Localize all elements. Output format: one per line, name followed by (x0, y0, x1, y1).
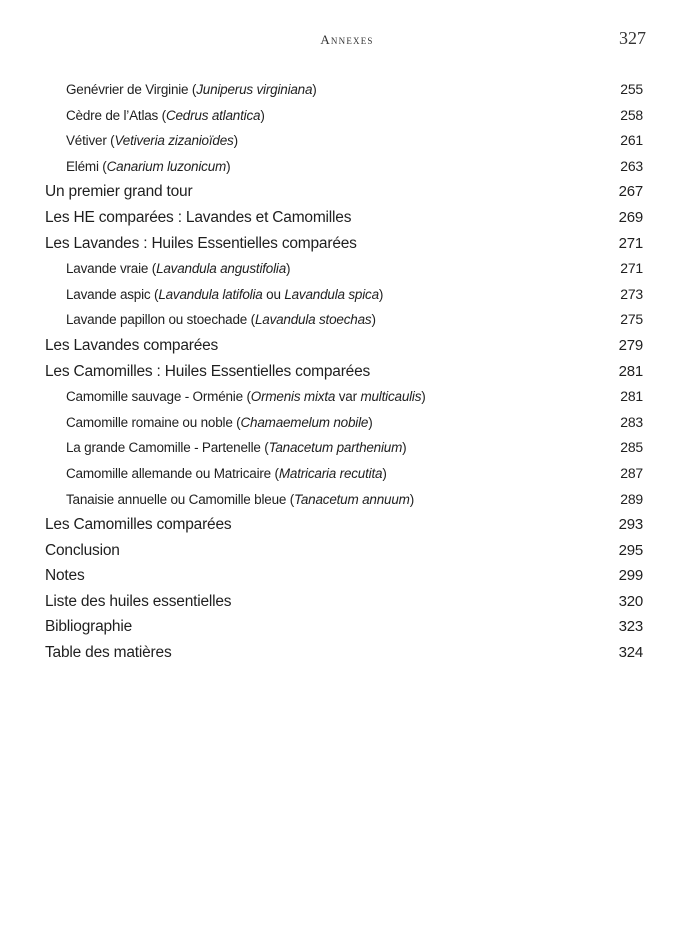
toc-page-number: 275 (620, 311, 643, 328)
species-name: Lavandula angustifolia (156, 261, 287, 277)
toc-entry-title (45, 563, 85, 589)
toc-entry-title (45, 538, 120, 564)
toc-entry-title (45, 640, 172, 666)
entry-text: ) (368, 414, 373, 430)
toc-entry[interactable] (0, 359, 674, 385)
toc-page-number: 279 (618, 336, 643, 354)
entry-text: Lavande papillon ou stoechade ( (66, 312, 255, 328)
entry-text: ou (262, 286, 285, 302)
species-name: Juniperus virginiana (196, 82, 313, 97)
entry-text: Camomille sauvage - Orménie ( (66, 389, 251, 405)
entry-text: ) (382, 465, 387, 481)
entry-text: Conclusion (45, 541, 120, 559)
toc-entry[interactable] (0, 589, 674, 615)
toc-entry-title (66, 128, 238, 154)
toc-entry-title (66, 103, 265, 129)
toc-entry[interactable] (0, 205, 674, 231)
entry-text: var (335, 389, 361, 405)
entry-text: Lavande vraie ( (66, 261, 157, 277)
toc-entry[interactable] (0, 538, 674, 564)
toc-page-number: 281 (620, 388, 643, 405)
toc-entry-title (66, 384, 426, 410)
entry-text: Les Camomilles comparées (45, 516, 232, 534)
toc-page-number: 261 (620, 132, 643, 149)
species-name: Tanacetum annuum (294, 491, 410, 507)
toc-page-number: 293 (618, 516, 643, 534)
toc-subentry[interactable] (0, 77, 674, 103)
toc-entry-title (66, 435, 406, 461)
toc-entry[interactable] (0, 333, 674, 359)
toc-subentry[interactable] (0, 282, 674, 308)
toc-page-number: 271 (620, 260, 643, 277)
toc-page-number: 255 (620, 81, 643, 97)
toc-subentry[interactable] (0, 256, 674, 282)
entry-text: Un premier grand tour (45, 183, 193, 201)
toc-page-number: 263 (620, 157, 643, 174)
toc-page-number: 323 (618, 618, 643, 636)
species-name: Canarium luzonicum (106, 158, 227, 174)
species-name: Ormenis mixta (250, 389, 336, 405)
toc-entry[interactable] (0, 563, 674, 589)
species-name: Matricaria recutita (278, 465, 383, 481)
species-name: Tanacetum parthenium (268, 440, 403, 456)
species-name: Lavandula stoechas (254, 312, 372, 328)
entry-text: Genévrier de Virginie ( (66, 82, 197, 97)
entry-text: ) (421, 389, 426, 405)
toc-entry-title (45, 359, 370, 385)
toc-entry-title (66, 410, 373, 436)
toc-page-number: 283 (620, 413, 643, 430)
toc-entry[interactable] (0, 512, 674, 538)
toc-entry-title (45, 205, 351, 231)
species-name: Vetiveria zizanioïdes (114, 133, 234, 149)
entry-text: ) (233, 133, 238, 149)
toc-entry-title (66, 154, 230, 180)
toc-subentry[interactable] (0, 154, 674, 180)
toc-subentry[interactable] (0, 307, 674, 333)
toc-subentry[interactable] (0, 435, 674, 461)
toc-entry-title (66, 487, 414, 513)
toc-page-number: 287 (620, 464, 643, 481)
species-name: Lavandula spica (284, 286, 379, 302)
toc-page-number: 320 (618, 592, 643, 610)
toc-subentry[interactable] (0, 487, 674, 513)
entry-text: ) (226, 158, 231, 174)
toc-entry-title (45, 614, 132, 640)
toc-entry-title (45, 333, 218, 359)
page-number: 327 (619, 28, 646, 48)
toc-entry-title (45, 589, 231, 615)
toc-entry[interactable] (0, 179, 674, 205)
entry-text: Les Lavandes comparées (45, 336, 219, 354)
entry-text: Table des matières (45, 644, 172, 662)
toc-entry-title (66, 307, 376, 333)
toc-subentry[interactable] (0, 410, 674, 436)
toc-subentry[interactable] (0, 128, 674, 154)
species-name: Chamaemelum nobile (240, 414, 369, 430)
entry-text: Camomille romaine ou noble ( (66, 414, 241, 430)
entry-text: Camomille allemande ou Matricaire ( (66, 465, 279, 481)
entry-text: Tanaisie annuelle ou Camomille bleue ( (66, 491, 295, 507)
species-name: Cedrus atlantica (165, 107, 261, 123)
toc-page-number: 324 (618, 644, 643, 662)
entry-text: ) (402, 440, 407, 456)
entry-text: ) (409, 491, 414, 507)
species-name: Lavandula latifolia (158, 286, 263, 302)
toc-entry-title (45, 231, 357, 257)
entry-text: ) (378, 286, 384, 302)
toc-page-number: 267 (618, 183, 643, 201)
entry-text: Elémi ( (66, 158, 107, 174)
toc-entry-title (45, 512, 231, 538)
toc-page-number: 273 (620, 285, 643, 302)
toc-entry[interactable] (0, 231, 674, 257)
entry-text: Cèdre de l’Atlas ( (66, 107, 166, 123)
toc-page-number: 285 (620, 439, 643, 456)
species-name: multicaulis (360, 389, 422, 405)
toc-page-number: 271 (618, 234, 643, 252)
entry-text: Bibliographie (45, 618, 133, 636)
entry-text: Notes (45, 567, 85, 585)
toc-entry-title (66, 77, 317, 103)
toc-page-number: 295 (618, 541, 643, 559)
table-of-contents (0, 77, 674, 666)
running-head (0, 28, 674, 52)
running-title: Annexes (320, 32, 374, 47)
toc-page-number: 269 (618, 208, 643, 226)
toc-page-number: 258 (620, 106, 643, 123)
entry-text: La grande Camomille - Partenelle ( (66, 440, 269, 456)
toc-subentry[interactable] (0, 461, 674, 487)
toc-entry-title (66, 282, 383, 308)
entry-text: ) (286, 261, 291, 277)
toc-page-number: 289 (620, 490, 643, 507)
entry-text: ) (260, 107, 265, 123)
toc-subentry[interactable] (0, 103, 674, 129)
toc-entry[interactable] (0, 614, 674, 640)
toc-entry-title (45, 179, 192, 205)
entry-text: ) (371, 312, 376, 328)
toc-subentry[interactable] (0, 384, 674, 410)
toc-entry-title (66, 256, 290, 282)
entry-text: Vétiver ( (66, 133, 115, 149)
entry-text: Liste des huiles essentielles (45, 592, 232, 610)
entry-text: ) (312, 82, 317, 97)
entry-text: Lavande aspic ( (66, 286, 159, 302)
toc-entry[interactable] (0, 640, 674, 666)
entry-text: Les Camomilles : Huiles Essentielles comparées (45, 362, 371, 380)
toc-page-number: 299 (618, 567, 643, 585)
toc-page-number: 281 (618, 362, 643, 380)
entry-text: Les Lavandes : Huiles Essentielles comparées (45, 234, 357, 252)
toc-entry-title (66, 461, 387, 487)
entry-text: Les HE comparées : Lavandes et Camomilles (45, 208, 352, 226)
